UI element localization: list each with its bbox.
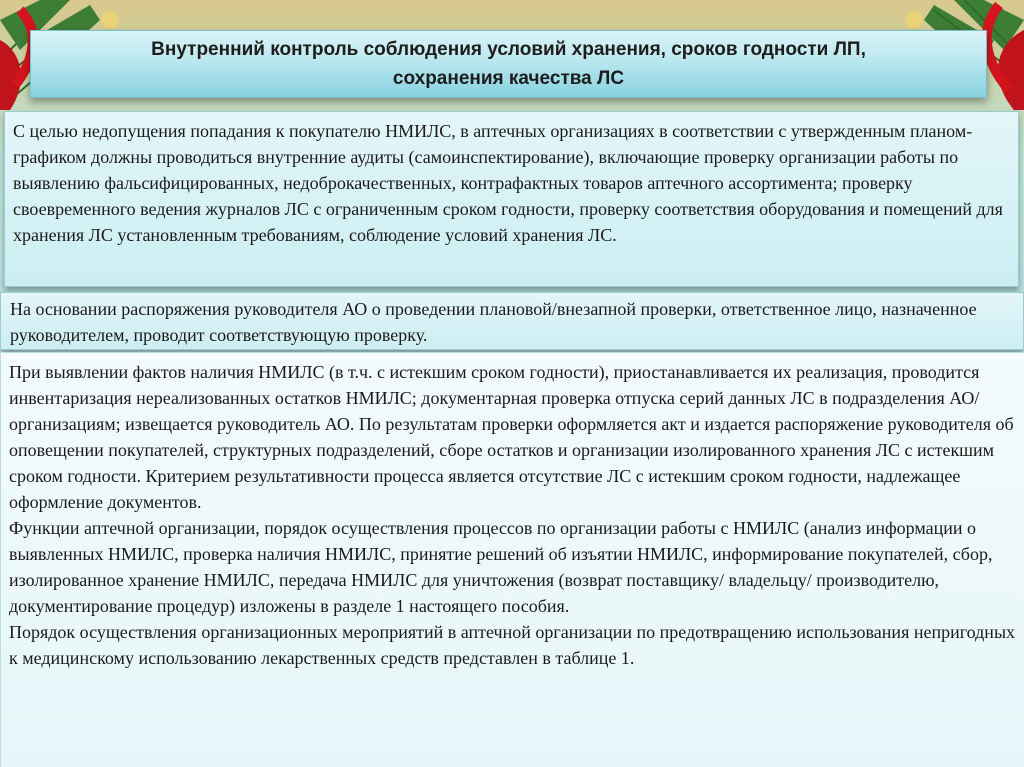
title-banner: [30, 30, 987, 98]
page-title: [151, 35, 866, 93]
procedures-paragraph-1: При выявлении фактов наличия НМИЛС (в т.ч. с истекшим сроком годности), приостанавливается их реализация, проводится инвентаризация нереализованных остатков НМИЛС; документарная проверка отпуска серий данных ЛС в подразделения АО/организациям; извещается руководитель АО. По результатам проверки оформляется акт и издается распоряжение руководителя об оповещении покупателей, структурных подразделений, сборе остатков и организации изолированного хранения ЛС с истекшим сроком годности. Критерием результативности процесса является отсутствие ЛС с истекшим сроком годности, надлежащее оформление документов.: [9, 362, 1014, 512]
procedures-paragraph-2: Функции аптечной организации, порядок осуществления процессов по организации работы с НМИЛС (анализ информации о выявленных НМИЛС, проверка наличия НМИЛС, принятие решений об изъятии НМИЛС, информирование покупателей, сбор, изолированное хранение НМИЛС, передача НМИЛС для уничтожения (возврат поставщику/ владельцу/ производителю, документирование процедур) изложены в разделе 1 настоящего пособия.: [9, 518, 993, 616]
audit-paragraph: С целью недопущения попадания к покупателю НМИЛС, в аптечных организациях в соответствии с утвержденным планом-графиком должны проводиться внутренние аудиты (самоинспектирование), включающие проверку организации работы по выявлению фальсифицированных, недоброкачественных, контрафактных товаров аптечного ассортимента; проверку своевременного ведения журналов ЛС с ограниченным сроком годности, проверку соответствия оборудования и помещений для хранения ЛС установленным требованиям, соблюдение условий хранения ЛС.: [13, 121, 1003, 245]
page-title-line1: Внутренний контроль соблюдения условий хранения, сроков годности ЛП,: [151, 39, 866, 60]
order-paragraph-box: [0, 292, 1024, 350]
procedures-paragraph-3: Порядок осуществления организационных мероприятий в аптечной организации по предотвращению использования непригодных к медицинскому использованию лекарственных средств представлен в таблице 1.: [9, 622, 1016, 668]
order-paragraph: На основании распоряжения руководителя АО о проведении плановой/внезапной проверки, ответственное лицо, назначенное руководителем, проводит соответствующую проверку.: [10, 299, 977, 345]
procedures-box: [0, 352, 1024, 767]
page-title-line2: сохранения качества ЛС: [392, 68, 625, 89]
audit-paragraph-box: [4, 111, 1019, 287]
